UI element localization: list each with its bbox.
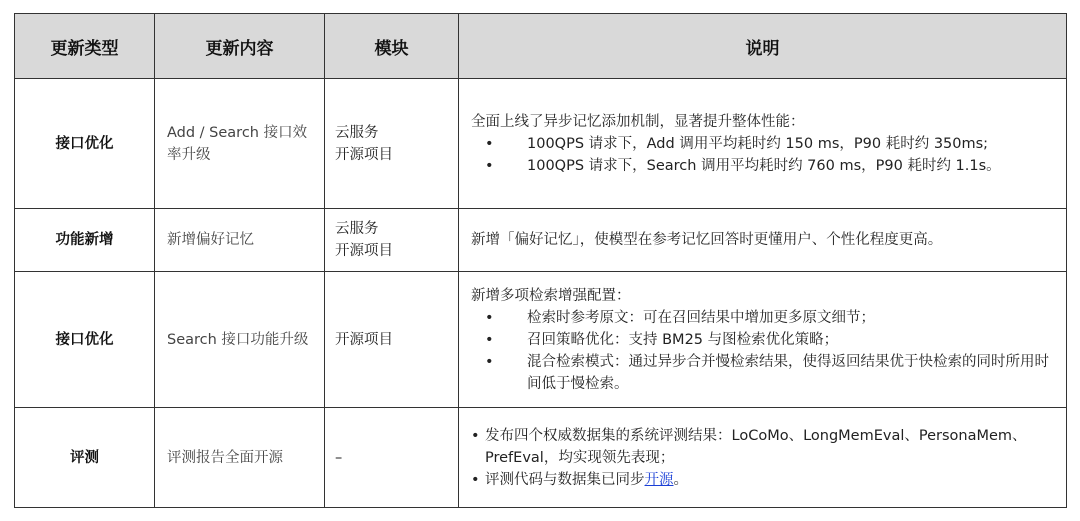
- bullet-icon: •: [471, 471, 480, 488]
- bullet-text: 检索时参考原文：可在召回结果中增加更多原文细节；: [527, 309, 875, 326]
- row-type: 接口优化: [15, 79, 155, 209]
- table-header-row: [15, 14, 1067, 79]
- bullet-list: [471, 307, 1054, 395]
- bullet-text: 混合检索模式：通过异步合并慢检索结果，使得返回结果优于快检索的同时所用时间低于慢检索。: [527, 353, 1049, 392]
- header-content: 更新内容: [155, 14, 325, 79]
- bullet-icon: •: [485, 309, 494, 326]
- module-line: 云服务: [335, 124, 379, 141]
- bullet-text: 发布四个权威数据集的系统评测结果：LoCoMo、LongMemEval、PersonaMem、PrefEval，均实现领先表现；: [485, 427, 1027, 466]
- update-table: [14, 13, 1067, 508]
- header-description: 说明: [459, 14, 1067, 79]
- row-type: 接口优化: [15, 272, 155, 408]
- description-intro: 新增多项检索增强配置：: [471, 287, 631, 304]
- row-description: [459, 272, 1067, 408]
- table-row: [15, 209, 1067, 272]
- bullet-text: 100QPS 请求下，Search 调用平均耗时约 760 ms，P90 耗时约 1.1s。: [527, 157, 1001, 174]
- bullet-item: [471, 329, 1054, 351]
- description-intro: 全面上线了异步记忆添加机制，显著提升整体性能：: [471, 113, 805, 130]
- bullet-text: 评测代码与数据集已同步: [485, 471, 645, 488]
- bullet-list: [471, 133, 1054, 177]
- bullet-icon: •: [485, 135, 494, 152]
- bullet-item: [471, 133, 1054, 155]
- row-type: 功能新增: [15, 209, 155, 272]
- module-line: 云服务: [335, 221, 379, 237]
- row-module: [325, 272, 459, 408]
- bullet-item: [471, 155, 1054, 177]
- header-type: 更新类型: [15, 14, 155, 79]
- row-type: 评测: [15, 408, 155, 508]
- row-content: Search 接口功能升级: [155, 272, 325, 408]
- bullet-icon: •: [485, 331, 494, 348]
- bullet-icon: •: [485, 157, 494, 174]
- bullet-item: [471, 307, 1054, 329]
- header-module: 模块: [325, 14, 459, 79]
- module-line: –: [335, 449, 343, 466]
- row-module: [325, 408, 459, 508]
- bullet-icon: •: [485, 353, 494, 370]
- row-content: 评测报告全面开源: [155, 408, 325, 508]
- table-row: [15, 272, 1067, 408]
- open-source-link[interactable]: 开源: [644, 471, 674, 488]
- module-line: 开源项目: [335, 146, 393, 163]
- table-row: [15, 79, 1067, 209]
- bullet-text: 召回策略优化：支持 BM25 与图检索优化策略；: [527, 331, 839, 348]
- bullet-item: [471, 425, 1054, 469]
- row-description: [459, 408, 1067, 508]
- row-description: [459, 79, 1067, 209]
- module-line: 开源项目: [335, 243, 393, 259]
- table-row: [15, 408, 1067, 508]
- row-content: 新增偏好记忆: [155, 209, 325, 272]
- bullet-text: 100QPS 请求下，Add 调用平均耗时约 150 ms，P90 耗时约 350ms;: [527, 135, 989, 152]
- row-content: Add / Search 接口效率升级: [155, 79, 325, 209]
- bullet-item: [471, 469, 1054, 491]
- bullet-text-suffix: 。: [673, 471, 688, 488]
- bullet-list: [471, 425, 1054, 491]
- bullet-icon: •: [471, 427, 480, 444]
- bullet-item: [471, 351, 1054, 395]
- row-module: [325, 79, 459, 209]
- row-description: 新增「偏好记忆」，使模型在参考记忆回答时更懂用户、个性化程度更高。: [459, 209, 1067, 272]
- row-module: [325, 209, 459, 272]
- module-line: 开源项目: [335, 331, 393, 348]
